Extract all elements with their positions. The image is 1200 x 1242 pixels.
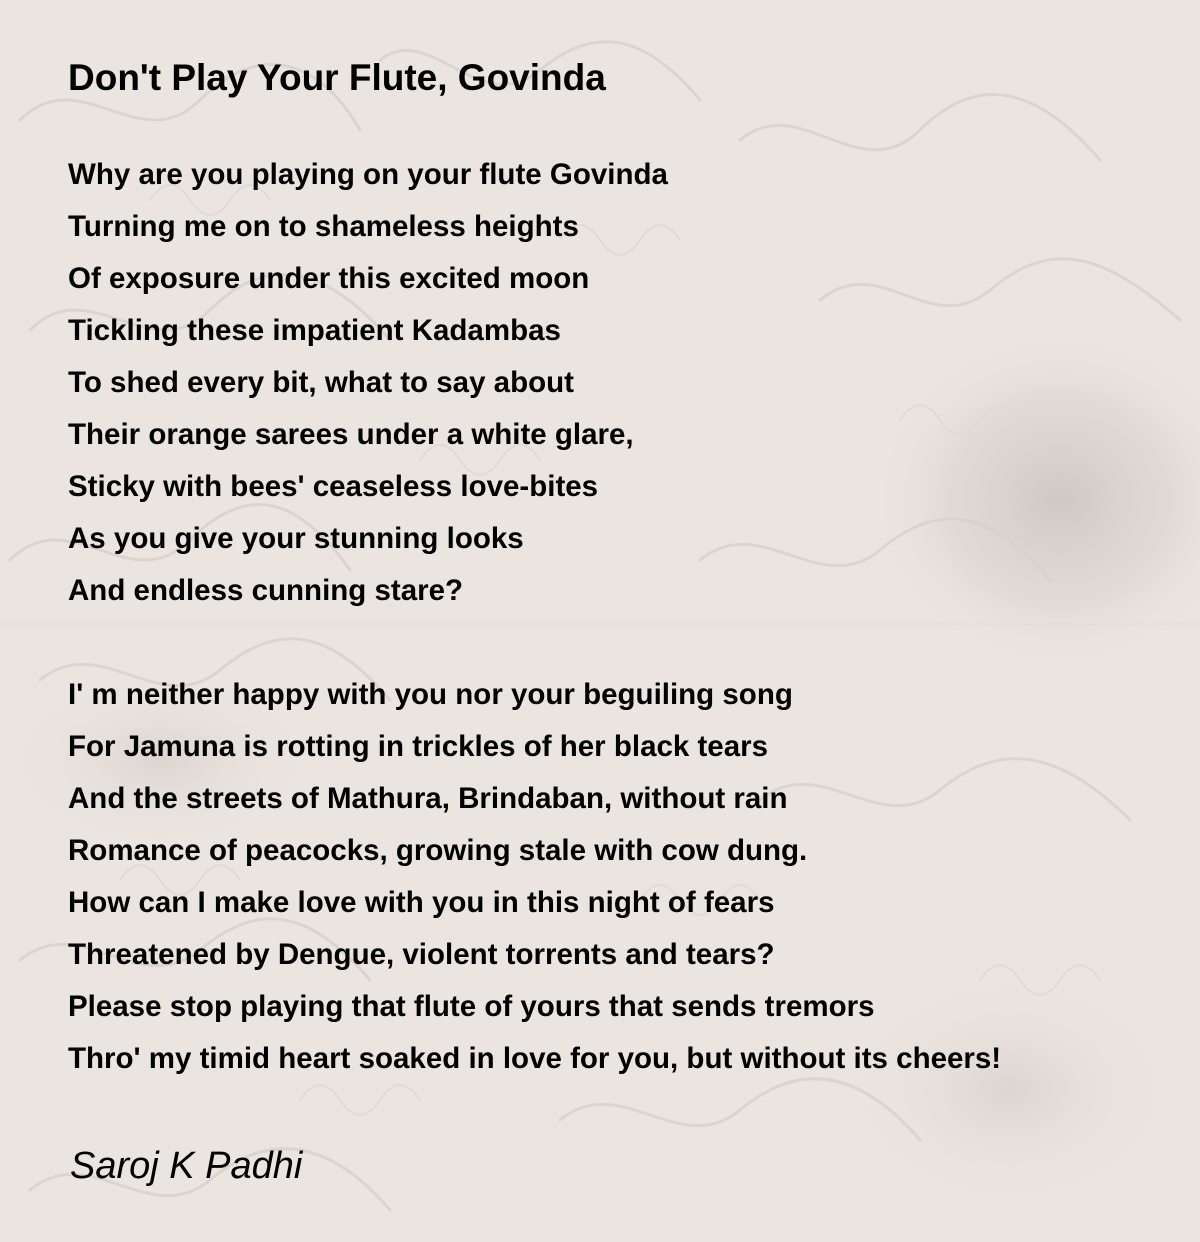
- poem-author: Saroj K Padhi: [70, 1145, 303, 1187]
- poem-line: Turning me on to shameless heights: [68, 210, 579, 243]
- poem-line: Romance of peacocks, growing stale with cow dung.: [68, 834, 808, 867]
- poem-line: Of exposure under this excited moon: [68, 262, 590, 295]
- poem-line: Tickling these impatient Kadambas: [68, 314, 561, 347]
- poem-line: Please stop playing that flute of yours that sends tremors: [68, 990, 875, 1023]
- poem-line: Threatened by Dengue, violent torrents and tears?: [68, 938, 775, 971]
- poem-line: And endless cunning stare?: [68, 574, 464, 607]
- poem-line: Their orange sarees under a white glare,: [68, 418, 634, 451]
- poem-line: I' m neither happy with you nor your beguiling song: [68, 678, 793, 711]
- poem-line: And the streets of Mathura, Brindaban, without rain: [68, 782, 788, 815]
- poem-title: Don't Play Your Flute, Govinda: [68, 57, 606, 98]
- stanza-1: [68, 152, 668, 620]
- poem-line: How can I make love with you in this night of fears: [68, 886, 775, 919]
- poem-line: Why are you playing on your flute Govinda: [68, 158, 668, 191]
- poem-line: For Jamuna is rotting in trickles of her black tears: [68, 730, 769, 763]
- poem-line: Sticky with bees' ceaseless love-bites: [68, 470, 599, 503]
- poem-line: As you give your stunning looks: [68, 522, 524, 555]
- poem-line: Thro' my timid heart soaked in love for you, but without its cheers!: [68, 1042, 1002, 1075]
- stanza-2: [68, 672, 1001, 1088]
- poem-line: To shed every bit, what to say about: [68, 366, 574, 399]
